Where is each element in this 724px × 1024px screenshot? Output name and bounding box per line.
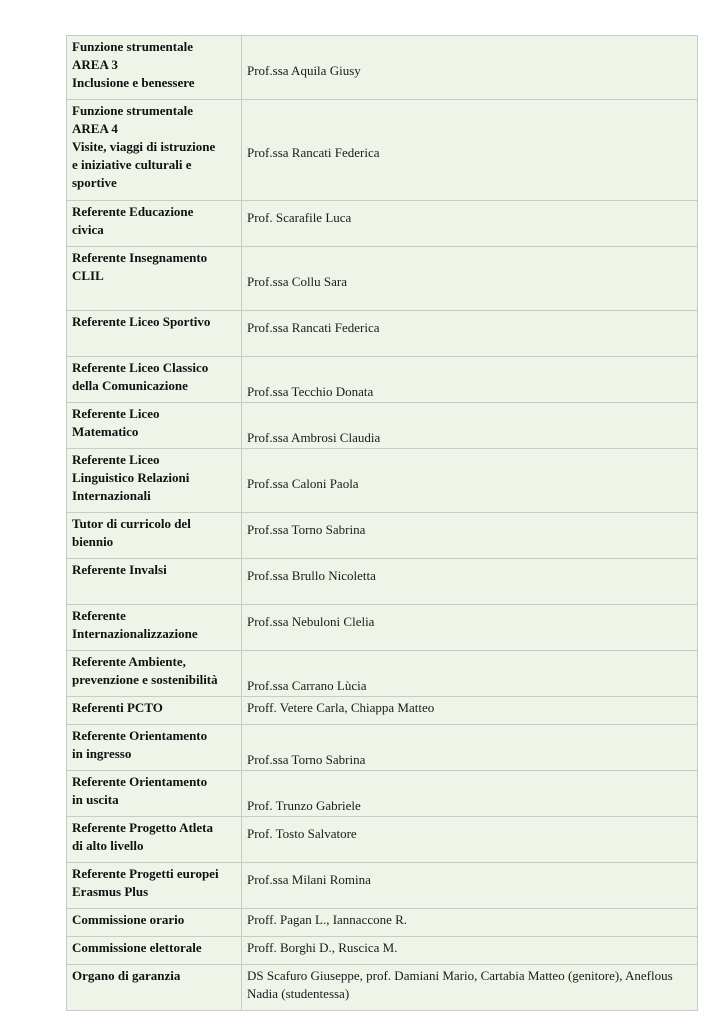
person-names: Prof.ssa Torno Sabrina <box>247 522 366 537</box>
person-names: Proff. Pagan L., Iannaccone R. <box>247 912 408 927</box>
role-line: Organo di garanzia <box>72 968 181 983</box>
role-line: Referente Liceo <box>72 406 160 421</box>
role-cell <box>67 100 242 201</box>
role-cell <box>67 697 242 725</box>
role-cell <box>67 36 242 100</box>
role-line: Referenti PCTO <box>72 700 163 715</box>
table-row <box>67 909 698 937</box>
table-row <box>67 863 698 909</box>
role-cell <box>67 909 242 937</box>
role-line: Referente Ambiente, <box>72 654 186 669</box>
person-names: Prof.ssa Tecchio Donata <box>247 384 374 399</box>
name-cell <box>242 725 698 771</box>
table-row <box>67 697 698 725</box>
person-names: Prof.ssa Nebuloni Clelia <box>247 614 375 629</box>
role-line: Tutor di curricolo del <box>72 516 191 531</box>
role-line: sportive <box>72 175 117 190</box>
role-line: Commissione orario <box>72 912 185 927</box>
role-cell <box>67 449 242 513</box>
role-cell <box>67 965 242 1011</box>
name-cell <box>242 247 698 311</box>
name-cell <box>242 36 698 100</box>
role-line: in uscita <box>72 792 119 807</box>
role-line: Referente Progetto Atleta <box>72 820 214 835</box>
roles-table-body <box>67 36 698 1011</box>
person-names: Prof.ssa Ambrosi Claudia <box>247 430 381 445</box>
person-names: Prof.ssa Torno Sabrina <box>247 752 366 767</box>
role-line: Funzione strumentale <box>72 39 193 54</box>
table-row <box>67 559 698 605</box>
role-line: Referente <box>72 608 126 623</box>
name-cell <box>242 965 698 1011</box>
name-cell <box>242 605 698 651</box>
person-names: Proff. Vetere Carla, Chiappa Matteo <box>247 700 435 715</box>
role-line: Erasmus Plus <box>72 884 149 899</box>
name-cell <box>242 817 698 863</box>
role-line: civica <box>72 222 104 237</box>
role-line: Internazionalizzazione <box>72 626 198 641</box>
role-cell <box>67 605 242 651</box>
table-row <box>67 100 698 201</box>
name-cell <box>242 771 698 817</box>
roles-table <box>66 35 698 1011</box>
role-cell <box>67 771 242 817</box>
role-line: AREA 4 <box>72 121 118 136</box>
role-line: della Comunicazione <box>72 378 188 393</box>
table-row <box>67 513 698 559</box>
role-cell <box>67 357 242 403</box>
role-line: biennio <box>72 534 114 549</box>
name-cell <box>242 513 698 559</box>
person-names: Prof.ssa Carrano Lùcia <box>247 678 367 693</box>
name-cell <box>242 937 698 965</box>
role-line: Referente Liceo Classico <box>72 360 209 375</box>
name-cell <box>242 559 698 605</box>
role-line: Referente Orientamento <box>72 774 208 789</box>
table-row <box>67 36 698 100</box>
name-cell <box>242 651 698 697</box>
role-line: e iniziative culturali e <box>72 157 192 172</box>
role-line: Referente Insegnamento <box>72 250 208 265</box>
table-row <box>67 771 698 817</box>
role-line: Inclusione e benessere <box>72 75 195 90</box>
role-cell <box>67 725 242 771</box>
table-row <box>67 817 698 863</box>
name-cell <box>242 201 698 247</box>
role-line: Funzione strumentale <box>72 103 193 118</box>
role-line: Referente Orientamento <box>72 728 208 743</box>
person-names: Prof.ssa Aquila Giusy <box>247 63 361 78</box>
role-cell <box>67 403 242 449</box>
role-cell <box>67 863 242 909</box>
person-names: Prof. Scarafile Luca <box>247 210 352 225</box>
person-names: Prof.ssa Caloni Paola <box>247 476 359 491</box>
role-line: Referente Invalsi <box>72 562 167 577</box>
role-cell <box>67 817 242 863</box>
table-row <box>67 357 698 403</box>
name-cell <box>242 100 698 201</box>
role-cell <box>67 559 242 605</box>
name-cell <box>242 311 698 357</box>
table-row <box>67 403 698 449</box>
name-cell <box>242 403 698 449</box>
role-cell <box>67 937 242 965</box>
role-line: Matematico <box>72 424 139 439</box>
person-names: DS Scafuro Giuseppe, prof. Damiani Mario, Cartabia Matteo (genitore), Aneflous Nadia (studentessa) <box>247 968 673 1001</box>
table-row <box>67 937 698 965</box>
name-cell <box>242 697 698 725</box>
person-names: Prof.ssa Rancati Federica <box>247 320 380 335</box>
role-cell <box>67 247 242 311</box>
person-names: Proff. Borghi D., Ruscica M. <box>247 940 398 955</box>
role-line: Visite, viaggi di istruzione <box>72 139 216 154</box>
person-names: Prof.ssa Collu Sara <box>247 274 348 289</box>
role-line: Internazionali <box>72 488 151 503</box>
role-line: Commissione elettorale <box>72 940 202 955</box>
role-cell <box>67 651 242 697</box>
person-names: Prof. Trunzo Gabriele <box>247 798 361 813</box>
table-row <box>67 311 698 357</box>
role-line: prevenzione e sostenibilità <box>72 672 218 687</box>
role-line: CLIL <box>72 268 104 283</box>
table-row <box>67 247 698 311</box>
table-row <box>67 965 698 1011</box>
role-cell <box>67 201 242 247</box>
person-names: Prof.ssa Rancati Federica <box>247 145 380 160</box>
table-row <box>67 449 698 513</box>
role-line: Referente Educazione <box>72 204 194 219</box>
name-cell <box>242 357 698 403</box>
person-names: Prof.ssa Brullo Nicoletta <box>247 568 376 583</box>
name-cell <box>242 909 698 937</box>
role-line: Referente Liceo Sportivo <box>72 314 211 329</box>
name-cell <box>242 449 698 513</box>
role-line: in ingresso <box>72 746 132 761</box>
name-cell <box>242 863 698 909</box>
table-row <box>67 201 698 247</box>
role-cell <box>67 513 242 559</box>
role-cell <box>67 311 242 357</box>
role-line: AREA 3 <box>72 57 118 72</box>
role-line: di alto livello <box>72 838 144 853</box>
table-row <box>67 651 698 697</box>
role-line: Referente Progetti europei <box>72 866 219 881</box>
role-line: Linguistico Relazioni <box>72 470 190 485</box>
role-line: Referente Liceo <box>72 452 160 467</box>
table-row <box>67 725 698 771</box>
table-row <box>67 605 698 651</box>
person-names: Prof.ssa Milani Romina <box>247 872 371 887</box>
person-names: Prof. Tosto Salvatore <box>247 826 357 841</box>
